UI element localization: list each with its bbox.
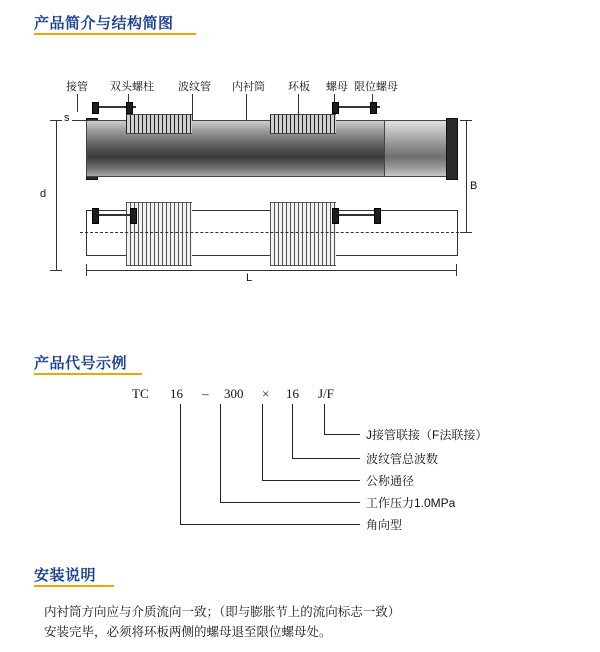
nut-bottom-left-2 [130, 208, 137, 224]
code-leader-h-1 [220, 502, 360, 503]
nut-left-1 [92, 102, 99, 114]
leader-line-2 [192, 94, 193, 120]
dimension-label-s: s [64, 112, 70, 124]
code-note-4: 角向型 [366, 518, 403, 532]
dimension-arrow-d-top [50, 120, 62, 121]
code-note-0: J接管联接（F法联接） [366, 428, 488, 442]
dimension-end-L-left [86, 264, 87, 276]
code-token-0: TC [132, 386, 149, 401]
dimension-label-d: d [40, 188, 47, 200]
code-note-1: 波纹管总波数 [366, 452, 439, 466]
code-leader-h-5 [292, 458, 360, 459]
dimension-label-L: L [246, 272, 253, 284]
callout-label-5: 螺母 [326, 81, 348, 93]
code-note-2: 公称通径 [366, 474, 415, 488]
code-leader-6 [324, 404, 325, 434]
callout-label-4: 环板 [288, 81, 310, 93]
nut-right-2 [370, 102, 377, 114]
bellows-bottom-right [270, 202, 336, 266]
code-token-2: – [202, 386, 209, 401]
code-leader-5 [292, 404, 293, 458]
section-rule-code [34, 373, 142, 375]
install-line-2: 安装完毕，必须将环板两侧的螺母退至限位螺母处。 [44, 625, 332, 639]
nut-bottom-right-2 [374, 208, 381, 224]
nut-bottom-left-1 [92, 208, 99, 224]
dimension-arrow-B-top [460, 120, 472, 121]
leader-line-0 [77, 94, 78, 112]
callout-label-6: 限位螺母 [354, 81, 398, 93]
nut-bottom-right-1 [332, 208, 339, 224]
section-title-intro: 产品简介与结构简图 [34, 15, 174, 32]
code-note-3: 工作压力1.0MPa [366, 496, 456, 510]
section-rule-install [34, 585, 114, 587]
code-token-4: × [262, 386, 270, 401]
code-leader-h-6 [324, 434, 360, 435]
bellows-top-left [126, 114, 192, 134]
section-rule-intro [34, 33, 196, 35]
section-title-code: 产品代号示例 [34, 355, 128, 372]
nut-left-2 [126, 102, 133, 114]
code-leader-h-0 [180, 524, 360, 525]
code-leader-h-3 [262, 480, 360, 481]
callout-label-0: 接管 [66, 81, 88, 93]
dimension-line-B [466, 120, 467, 232]
code-token-5: 16 [286, 386, 299, 401]
code-leader-3 [262, 404, 263, 480]
nut-right-1 [332, 102, 339, 114]
code-token-6: J/F [318, 386, 334, 401]
section-title-install: 安装说明 [34, 567, 97, 584]
install-line-1: 内衬筒方向应与介质流向一致；（即与膨胀节上的流向标志一致） [44, 605, 401, 619]
product-structure-diagram [34, 62, 564, 292]
dimension-arrow-d-bottom [50, 270, 62, 271]
code-leader-1 [220, 404, 221, 502]
dimension-line-L [86, 270, 456, 271]
dimension-label-B: B [470, 180, 478, 192]
code-token-3: 300 [224, 386, 244, 401]
callout-label-2: 波纹管 [178, 81, 211, 93]
flange-right-top [446, 118, 458, 180]
code-token-1: 16 [170, 386, 183, 401]
product-code-diagram [34, 380, 564, 540]
bellows-top-right [270, 114, 336, 134]
callout-label-1: 双头螺柱 [110, 81, 154, 93]
dimension-tick-s [72, 120, 88, 121]
code-leader-0 [180, 404, 181, 524]
dimension-line-d [56, 120, 57, 270]
dimension-end-L-right [456, 264, 457, 276]
callout-label-3: 内衬筒 [232, 81, 265, 93]
dimension-arrow-B-bottom [460, 232, 472, 233]
center-line [80, 232, 464, 233]
